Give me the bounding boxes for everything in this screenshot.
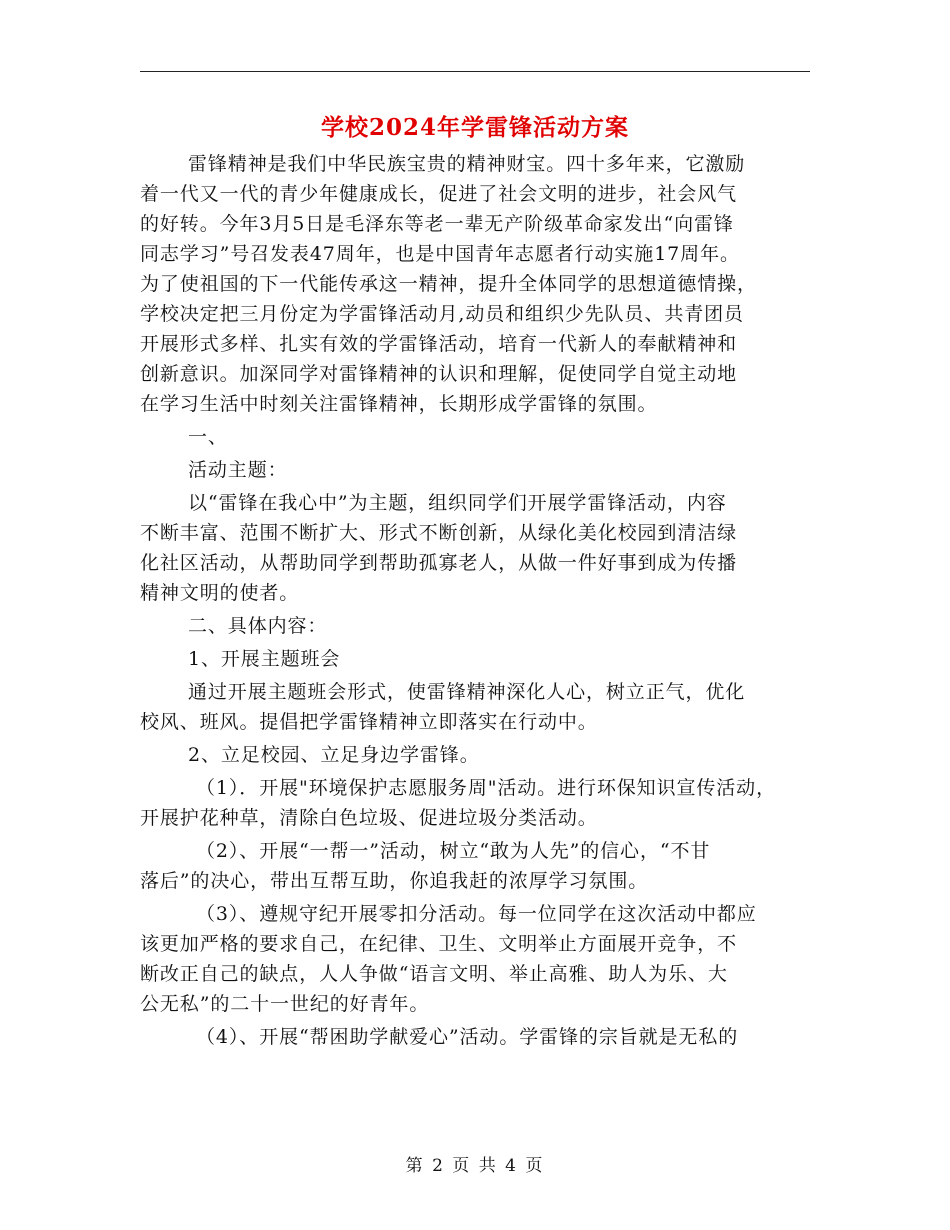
paragraph-line: 以“雷锋在我心中”为主题，组织同学们开展学雷锋活动，内容 (188, 492, 727, 514)
paragraph-line: 化社区活动，从帮助同学到帮助孤寡老人，从做一件好事到成为传播 (140, 552, 738, 574)
paragraph-line: 学校决定把三月份定为学雷锋活动月,动员和组织少先队员、共青团员 (140, 303, 744, 325)
paragraph-line: 校风、班风。提倡把学雷锋精神立即落实在行动中。 (140, 711, 598, 733)
section-number: 一、 (188, 426, 228, 448)
document-title: 学校2024年学雷锋活动方案 (320, 114, 629, 141)
paragraph-line: 开展形式多样、扎实有效的学雷锋活动，培育一代新人的奉献精神和 (140, 333, 738, 355)
list-item-line: 公无私”的二十一世纪的好青年。 (140, 993, 430, 1015)
list-item-line: 该更加严格的要求自己，在纪律、卫生、文明举止方面展开竞争，不 (140, 933, 738, 955)
paragraph-line: 通过开展主题班会形式，使雷锋精神深化人心，树立正气，优化 (188, 681, 746, 703)
list-item-line: （4）、开展“帮困助学献爱心”活动。学雷锋的宗旨就是无私的 (196, 1026, 739, 1048)
list-item-line: 开展护花种草，清除白色垃圾、促进垃圾分类活动。 (140, 807, 598, 829)
section-heading: 活动主题： (188, 459, 288, 481)
subsection-heading: 1、开展主题班会 (188, 648, 341, 670)
paragraph-line: 着一代又一代的青少年健康成长，促进了社会文明的进步，社会风气 (140, 183, 738, 205)
list-item-line: （3）、遵规守纪开展零扣分活动。每一位同学在这次活动中都应 (196, 903, 757, 925)
page-footer: 第 2 页 共 4 页 (405, 1156, 545, 1176)
subsection-heading: 2、立足校园、立足身边学雷锋。 (188, 744, 480, 766)
list-item-line: （1）．开展"环境保护志愿服务周"活动。进行环保知识宣传活动， (196, 777, 776, 799)
paragraph-line: 同志学习”号召发表47周年，也是中国青年志愿者行动实施17周年。 (140, 243, 740, 265)
paragraph-line: 精神文明的使者。 (140, 582, 300, 604)
paragraph-line: 不断丰富、范围不断扩大、形式不断创新，从绿化美化校园到清洁绿 (140, 522, 738, 544)
paragraph-line: 在学习生活中时刻关注雷锋精神，长期形成学雷锋的氛围。 (140, 393, 658, 415)
paragraph-line: 为了使祖国的下一代能传承这一精神，提升全体同学的思想道德情操， (140, 273, 757, 295)
paragraph-line: 雷锋精神是我们中华民族宝贵的精神财宝。四十多年来，它激励 (188, 153, 746, 175)
list-item-line: 断改正自己的缺点，人人争做“语言文明、举止高雅、助人为乐、大 (140, 963, 728, 985)
paragraph-line: 创新意识。加深同学对雷锋精神的认识和理解，促使同学自觉主动地 (140, 363, 738, 385)
document-body (140, 149, 820, 1052)
list-item-line: 落后”的决心，带出互帮互助，你追我赶的浓厚学习氛围。 (140, 870, 649, 892)
list-item-line: （2）、开展“一帮一”活动，树立“敢为人先”的信心，“不甘 (196, 840, 711, 862)
paragraph-line: 的好转。今年3月5日是毛泽东等老一辈无产阶级革命家发出“向雷锋 (140, 213, 734, 235)
header-rule (140, 71, 810, 72)
section-heading: 二、具体内容： (188, 615, 328, 637)
